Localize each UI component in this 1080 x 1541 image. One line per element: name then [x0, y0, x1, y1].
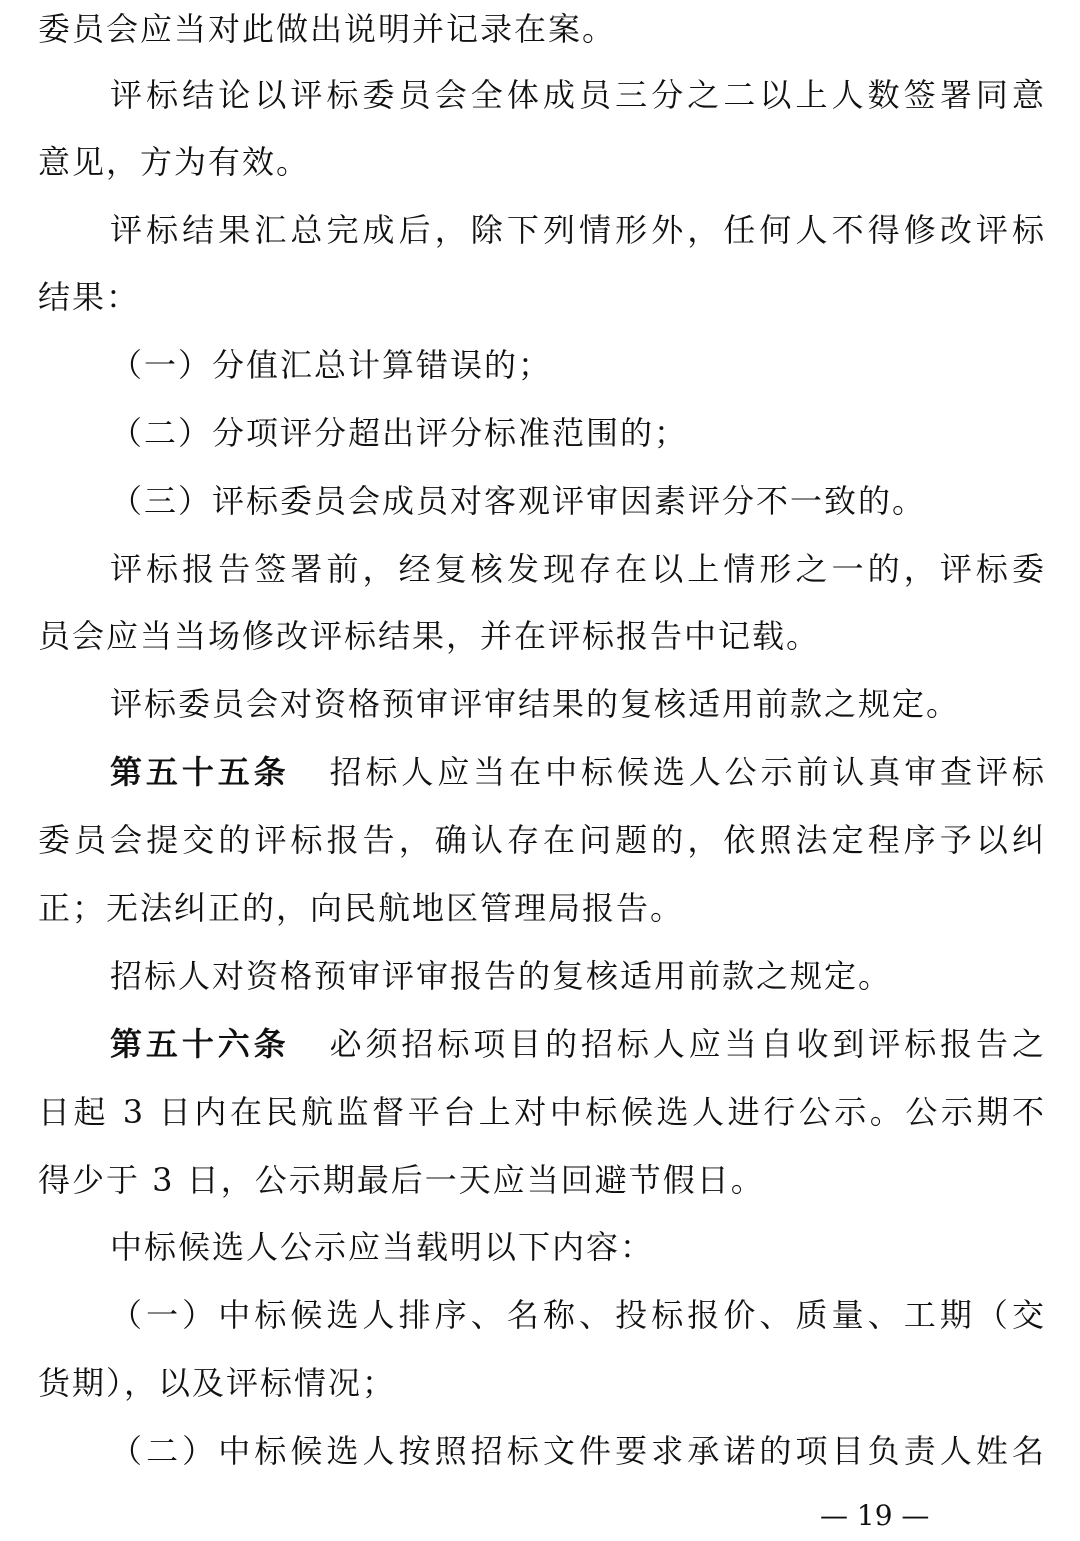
article-text: 招标人应当在中标候选人公示前认真审查评标 — [329, 753, 1046, 791]
text-line: 招标人对资格预审评审报告的复核适用前款之规定。 — [110, 957, 893, 995]
text-line: 评标结论以评标委员会全体成员三分之二以上人数签署同意 — [110, 76, 1046, 114]
text-line: 日起 3 日内在民航监督平台上对中标候选人进行公示。公示期不 — [38, 1093, 1046, 1131]
list-item: （二）中标候选人按照招标文件要求承诺的项目负责人姓名 — [110, 1432, 1046, 1470]
list-item: （三）评标委员会成员对客观评审因素评分不一致的。 — [110, 482, 927, 520]
text-line: 结果： — [38, 278, 141, 316]
text-line: 正；无法纠正的，向民航地区管理局报告。 — [38, 889, 685, 927]
article-line — [110, 1019, 1046, 1069]
page-number: — 19 — — [820, 1499, 930, 1532]
list-item: （二）分项评分超出评分标准范围的； — [110, 414, 689, 452]
text-line: 意见，方为有效。 — [38, 143, 311, 181]
text-line: 委员会应当对此做出说明并记录在案。 — [38, 10, 617, 48]
article-line — [110, 747, 1046, 797]
text-line: 中标候选人公示应当载明以下内容： — [110, 1228, 655, 1266]
text-line: 评标报告签署前，经复核发现存在以上情形之一的，评标委 — [110, 550, 1046, 588]
article-heading: 第五十六条 — [110, 1025, 290, 1063]
article-text: 必须招标项目的招标人应当自收到评标报告之 — [329, 1025, 1046, 1063]
article-heading: 第五十五条 — [110, 753, 290, 791]
text-line: 评标委员会对资格预审评审结果的复核适用前款之规定。 — [110, 685, 961, 723]
text-line: 货期），以及评标情况； — [38, 1364, 397, 1402]
text-line: 得少于 3 日，公示期最后一天应当回避节假日。 — [38, 1161, 765, 1199]
text-line: 员会应当当场修改评标结果，并在评标报告中记载。 — [38, 617, 821, 655]
list-item: （一）分值汇总计算错误的； — [110, 346, 553, 384]
text-line: 委员会提交的评标报告，确认存在问题的，依照法定程序予以纠 — [38, 821, 1046, 859]
text-line: 评标结果汇总完成后，除下列情形外，任何人不得修改评标 — [110, 211, 1046, 249]
list-item: （一）中标候选人排序、名称、投标报价、质量、工期（交 — [110, 1296, 1046, 1334]
